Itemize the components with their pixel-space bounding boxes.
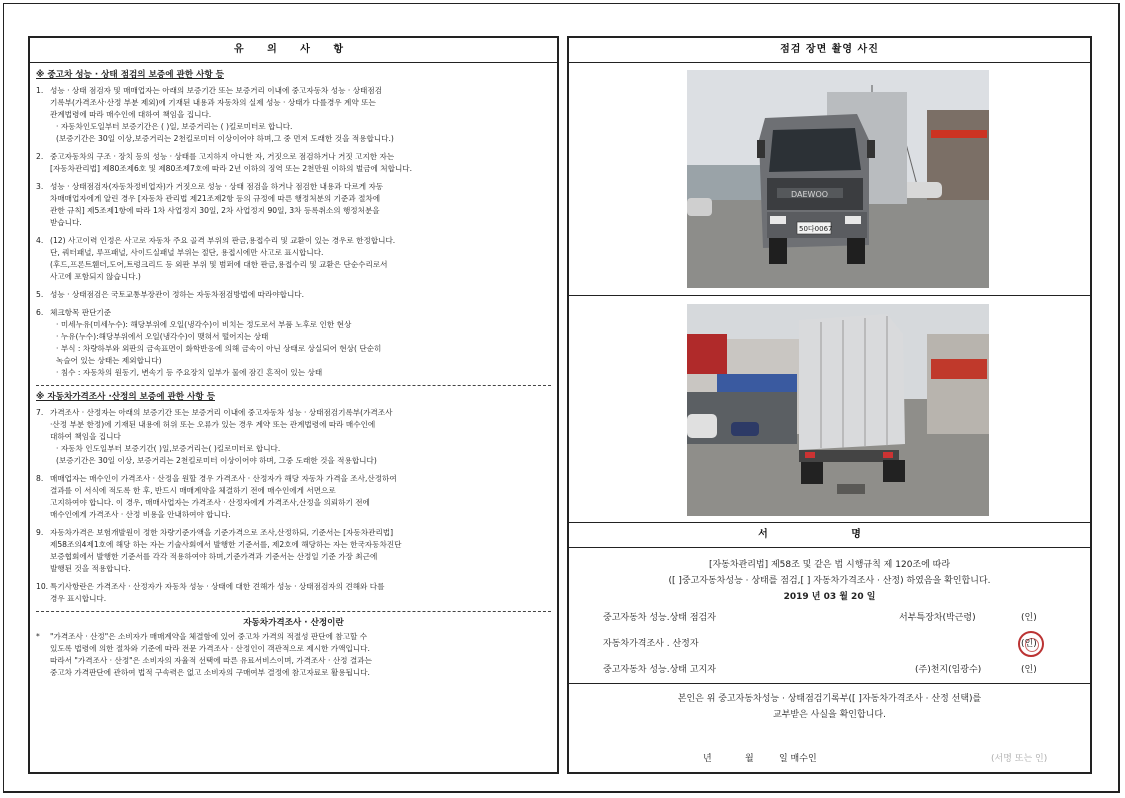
signer-role-inspector: 중고자동차 성능.상태 점검자 [603,613,716,623]
notice-line: 대하여 책임을 집니다 [50,432,121,441]
section3-body [36,631,551,679]
item-number: 1. [36,86,44,95]
notice-item [36,527,551,575]
notice-line: 6. 체크항목 판단기준 [36,308,112,317]
notice-item [36,85,551,145]
notice-subline: · 자동차인도일부터 보증기간은 ( )일, 보증거리는 ( )킬로미터로 합니다. [56,122,293,131]
truck-rear-photo [687,304,989,516]
photo-cell-front [569,62,1090,296]
notice-line: 관한 규칙] 제5조제1항에 따라 1차 사업정지 30일, 2차 사업정지 90일, 3차 등록취소의 행정처분을 [50,206,380,215]
item-number: 6. [36,308,44,317]
notice-line: 발행된 것을 적용합니다. [50,564,131,573]
notice-item [36,181,551,229]
front-brand-text: DAEWOO [791,190,829,199]
receipt-sign-placeholder: (서명 또는 인) [991,754,1048,764]
notice-line: ·산정 부분 한정)에 기재된 내용에 허위 또는 오류가 있는 경우 계약 또는 관계법령에 따라 매수인에 [50,420,376,429]
divider [36,385,551,386]
notice-line: 경우 표시합니다. [50,594,107,603]
item-number: 9. [36,528,44,537]
item-number: 7. [36,408,44,417]
section3-title: 자동차가격조사 · 산정이란 [243,618,344,628]
notice-line: 5. 성능 · 상태점검은 국토교통부장관이 정하는 자동차점검방법에 따라야합니다. [36,290,305,299]
signer-name-inspector: 서부특장차(박근령) [899,613,976,623]
item-number: 4. [36,236,44,245]
notice-line: 고지하여야 합니다. 이 경우, 매매사업자는 가격조사 · 산정자에게 가격조사,산정을 의뢰하기 전에 [50,498,370,507]
notice-subline: 녹슬어 있는 상태는 제외합니다) [56,356,162,365]
photo-area [569,62,1090,523]
notice-line: 보증협회에서 발행한 기준서를 각각 적용하여야 하며,기준가격과 기준서는 산정일 기준 가장 최근에 [50,552,378,561]
section2-title: ※ 자동차가격조사 ·산정의 보증에 관한 사항 등 [36,392,215,402]
receipt-month: 월 [745,754,754,764]
notice-line: 7. 가격조사 · 산정자는 아래의 보증기간 또는 보증거리 이내에 중고자동차 성능 · 상태점검기록부(가격조사 [36,408,393,417]
section3-star: * [36,632,40,641]
notice-line: 받습니다. [50,218,82,227]
signer-name-notifier: (주)천지(임광수) [915,665,982,675]
signer-mark-appraiser: (인) [1021,639,1037,649]
item-number: 3. [36,182,44,191]
photo-panel-title: 점검 장면 촬영 사진 [569,38,1090,63]
notice-item [36,289,551,301]
notice-line: 매수인에게 가격조사 · 산정 비용을 안내하여야 합니다. [50,510,231,519]
photo-sign-panel [567,36,1092,774]
truck-front-photo [687,70,989,288]
signer-mark-inspector: (인) [1021,613,1037,623]
receipt-section [569,683,1090,774]
notice-item [36,407,551,467]
section3-lines [50,631,372,679]
notice-subline: · 누유(누수):해당부위에서 오일(냉각수)이 맺혀서 떨어지는 상태 [56,332,269,341]
section3-line: 있도록 법령에 의한 절차와 기준에 따라 전문 가격조사 · 산정인이 객관적으로 제시한 가액입니다. [50,644,370,653]
notice-body [30,63,557,679]
notice-item [36,307,551,379]
receipt-day-buyer: 일 매수인 [779,754,817,764]
notice-line: 기록부(가격조사·산정 부분 제외)에 기재된 내용과 자동차의 실제 성능 · 상태가 다를경우 계약 또는 [50,98,376,107]
notice-line: 2. 중고자동차의 구조 · 장치 등의 성능 · 상태를 고지하지 아니한 자, 거짓으로 점검하거나 거짓 고지한 자는 [36,152,395,161]
notice-line: 1. 성능 · 상태 점검자 및 매매업자는 아래의 보증기간 또는 보증거리 이내에 중고자동차 성능 · 상태점검 [36,86,383,95]
notice-line: 단, 쿼터패널, 루프패널, 사이드실패널 부위는 절단, 용접시에만 사고로 표시합니다. [50,248,324,257]
photo-cell-rear [569,296,1090,523]
notice-line: [자동차관리법] 제80조제6호 및 제80조제7호에 따라 2년 이하의 징역 또는 2천만원 이하의 벌금에 처합니다. [50,164,413,173]
divider [36,611,551,612]
confirm-line: ([ ]중고자동차성능 · 상태를 점검,[ ] 자동차가격조사 · 산정) 하였음을 확인합니다. [668,576,991,586]
notice-subline: · 부식 : 차량하부와 외판의 금속표면이 화학반응에 의해 금속이 아닌 상태로 상실되어 현상( 단순히 [56,344,382,353]
receipt-line-2: 교부받은 사실을 확인합니다. [773,710,886,720]
section2-items [36,407,551,605]
front-plate-text: 50다0067 [799,225,833,233]
notice-line: 8. 매매업자는 매수인이 가격조사 · 산정을 원할 경우 가격조사 · 산정자가 해당 자동차 가격을 조사,산정하여 [36,474,397,483]
notice-line: 3. 성능 · 상태점검자(자동차정비업자)가 거짓으로 성능 · 상태 점검을 하거나 점검한 내용과 다르게 자동 [36,182,384,191]
item-number: 10. [36,582,49,591]
notice-item [36,473,551,521]
notice-item [36,581,551,605]
section3-line: 따라서 "가격조사 · 산정"은 소비자의 자율적 선택에 따른 유료서비스이며, 가격조사 · 산정 결과는 [50,656,372,665]
item-number: 2. [36,152,44,161]
sign-section [569,547,1090,684]
signer-role-appraiser: 자동차가격조사 . 산정자 [603,639,699,649]
notice-panel [28,36,559,774]
section1-title: ※ 중고차 성능 · 상태 점검의 보증에 관한 사항 등 [36,70,224,80]
notice-line: 관계법령에 따라 매수인에 대하여 책임을 집니다. [50,110,212,119]
notice-line: 4. (12) 사고이력 인정은 사고로 자동차 주요 골격 부위의 판금,용접수리 및 교환이 있는 경우로 한정합니다. [36,236,396,245]
notice-subline: · 자동차 인도일부터 보증기간( )일,보증거리는( )킬로미터로 합니다. [56,444,281,453]
notice-line: 9. 자동차가격은 보험개발원이 정한 차량기준가액을 기준가격으로 조사,산정하되, 기준서는 [자동차관리법] [36,528,394,537]
notice-line: 제58조의4제1호에 해당 하는 자는 기술사회에서 발행한 기준서를, 제2호에 해당하는 자는 한국자동차진단 [50,540,402,549]
receipt-year: 년 [703,754,712,764]
signer-mark-notifier: (인) [1021,665,1037,675]
receipt-line-1: 본인은 위 중고자동차성능 · 상태점검기록부([ ]자동차가격조사 · 산정 선택)를 [677,694,982,704]
notice-subline: · 침수 : 자동차의 원동기, 변속기 등 주요장치 일부가 물에 잠긴 흔적이 있는 상태 [56,368,323,377]
sign-title: 서 명 [569,523,1090,548]
notice-item [36,151,551,175]
notice-subline: · 미세누유(미세누수): 해당부위에 오일(냉각수)이 비치는 정도로서 부품 노후로 인한 현상 [56,320,352,329]
section1-items [36,85,551,379]
section3-line: 중고차 가격판단에 관하여 법적 구속력은 없고 소비자의 구매여부 결정에 참고자료로 활용됩니다. [50,668,370,677]
signer-role-notifier: 중고자동차 성능.상태 고지자 [603,665,716,675]
notice-line: 결과를 이 서식에 적도록 한 후, 반드시 매매계약을 체결하기 전에 매수인에게 서면으로 [50,486,336,495]
notice-title: 유 의 사 항 [30,38,557,63]
notice-line: 10. 특기사항란은 가격조사 · 산정자가 자동차 성능 · 상태에 대한 견해가 성능 · 상태점검자의 견해와 다를 [36,582,385,591]
law-line: [자동차관리법] 제58조 및 같은 법 시행규칙 제 120조에 따라 [708,560,951,570]
notice-line: 사고에 포함되지 않습니다.) [50,272,141,281]
item-number: 8. [36,474,44,483]
notice-item [36,235,551,283]
notice-subline: (보증기간은 30일 이상, 보증거리는 2천킬로미터 이상이어야 하며, 그중 도래한 것을 적용합니다) [56,456,377,465]
item-number: 5. [36,290,44,299]
notice-line: 차매매업자에게 알린 경우 [자동차 관리법 제21조제2항 등의 규정에 따른 행정처분의 기준과 절차에 [50,194,381,203]
sign-date: 2019 년 03 월 20 일 [783,592,876,602]
section3-line: "가격조사 · 산정"은 소비자가 매매계약을 체결함에 있어 중고차 가격의 적절성 판단에 참고할 수 [50,632,368,641]
notice-subline: (보증기간은 30일 이상,보증거리는 2천킬로미터 이상이어야 하며,그 중 먼저 도래한 것을 적용합니다.) [56,134,394,143]
notice-line: (후드,프론트휀더,도어,트렁크리드 등 외판 부위 및 범퍼에 대한 판금,용접수리 및 교환은 단순수리로서 [50,260,388,269]
